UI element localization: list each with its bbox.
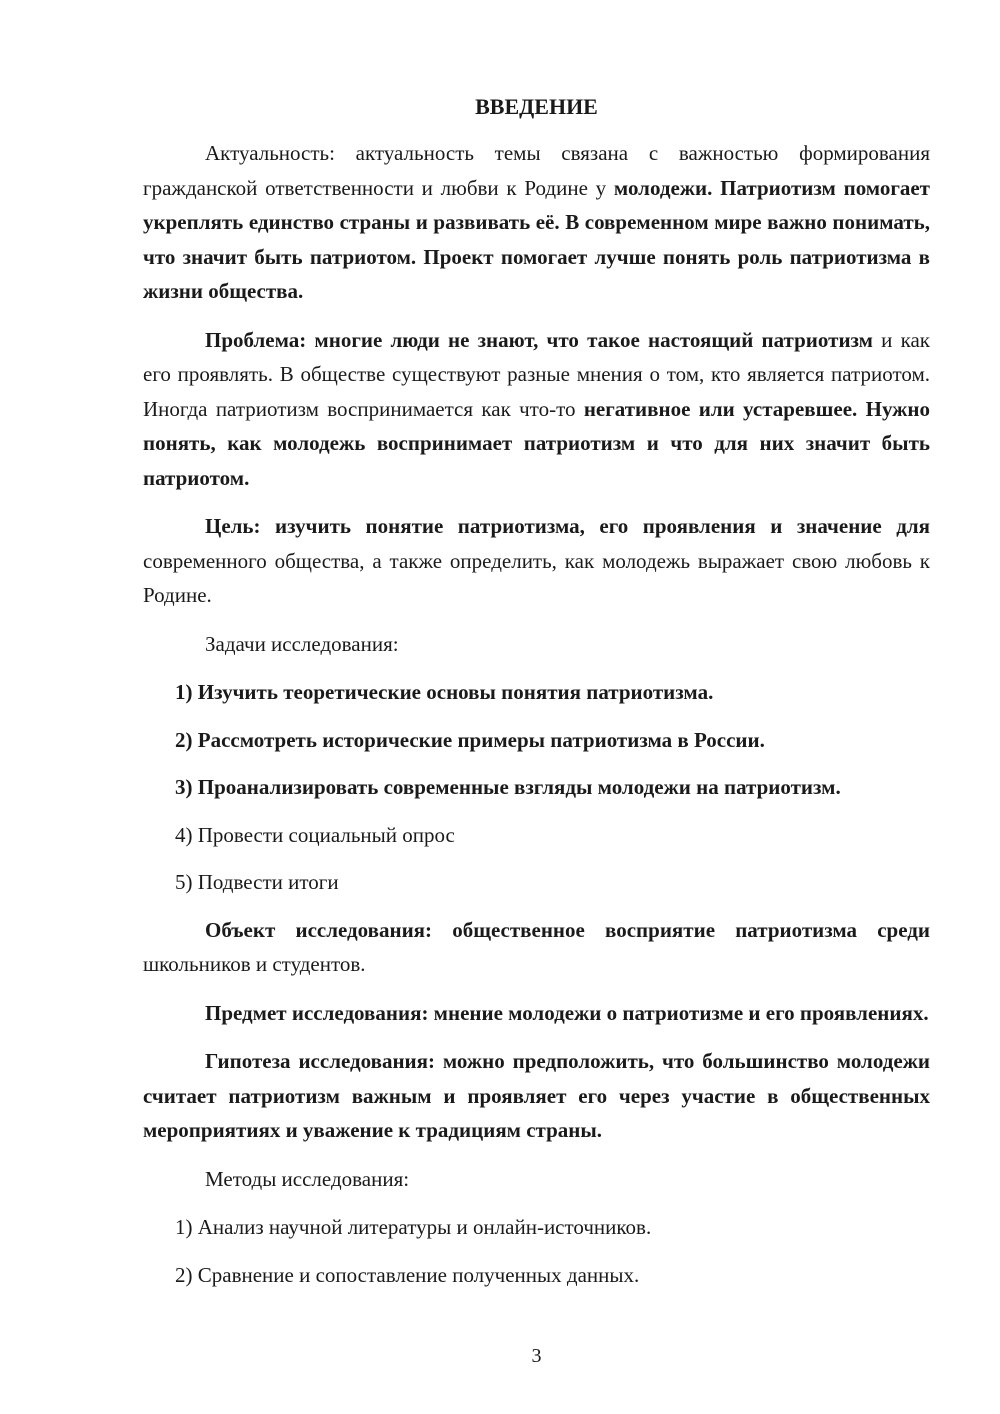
text-run: Гипотеза исследования: можно предположить, что большинство молодежи считает патриотизм важным и проявляет его через участие в общественных мероприятиях и уважение к традициям страны. [143,1049,930,1142]
text-run: Актуальность: актуальность темы связана с важностью формирования гражданской ответственности и любви к Родине у [143,141,930,200]
paragraph [143,136,930,309]
text-run: Предмет исследования: мнение молодежи о патриотизме и его проявлениях. [205,1000,929,1025]
text-run: и как его проявлять. В обществе существуют разные мнения о том, кто является патриотом. Иногда патриотизм воспринимается как что-то [143,327,930,421]
text-run: негативное или устаревшее. Нужно понять, как молодежь воспринимает патриотизм и что для них значит быть патриотом. [143,396,930,490]
paragraph [143,1044,930,1148]
text-run: Цель: изучить понятие патриотизма, его проявления и значение для [205,514,930,538]
text-run: 2) Рассмотреть исторические примеры патриотизма в России. [175,727,765,752]
document-body [143,136,930,1292]
text-run: Объект исследования: общественное восприятие патриотизма среди [205,917,930,942]
text-run: Задачи исследования: [205,631,399,656]
text-run: молодежи. Патриотизм помогает укреплять единство страны и развивать её. В современном мире важно понимать, что значит быть патриотом. Проект помогает лучше понять роль патриотизма в жизни общества. [143,175,930,303]
text-run: 1) Анализ научной литературы и онлайн-источников. [175,1215,652,1239]
page-number: 3 [531,1345,542,1367]
paragraph [143,1162,930,1197]
paragraph [143,323,930,496]
text-run: 4) Провести социальный опрос [175,822,455,847]
list-item [143,1258,930,1293]
list-item [143,675,930,710]
paragraph [143,509,930,613]
text-run: школьников и студентов. [143,952,366,976]
list-item [143,1210,930,1245]
document-title: ВВЕДЕНИЕ [475,94,598,119]
list-item [143,723,930,758]
text-run: 3) Проанализировать современные взгляды молодежи на патриотизм. [175,775,841,799]
text-run: Проблема: многие люди не знают, что такое настоящий патриотизм [205,327,882,352]
text-run: 1) Изучить теоретические основы понятия патриотизма. [175,680,714,704]
list-item [143,865,930,900]
text-run: 5) Подвести итоги [175,870,339,894]
paragraph [143,913,930,982]
paragraph [143,996,930,1031]
list-item [143,770,930,805]
list-item [143,818,930,853]
text-run: современного общества, а также определить, как молодежь выражает свою любовь к Родине. [143,548,930,607]
text-run: Методы исследования: [205,1166,410,1191]
text-run: 2) Сравнение и сопоставление полученных данных. [175,1262,640,1287]
paragraph [143,627,930,662]
